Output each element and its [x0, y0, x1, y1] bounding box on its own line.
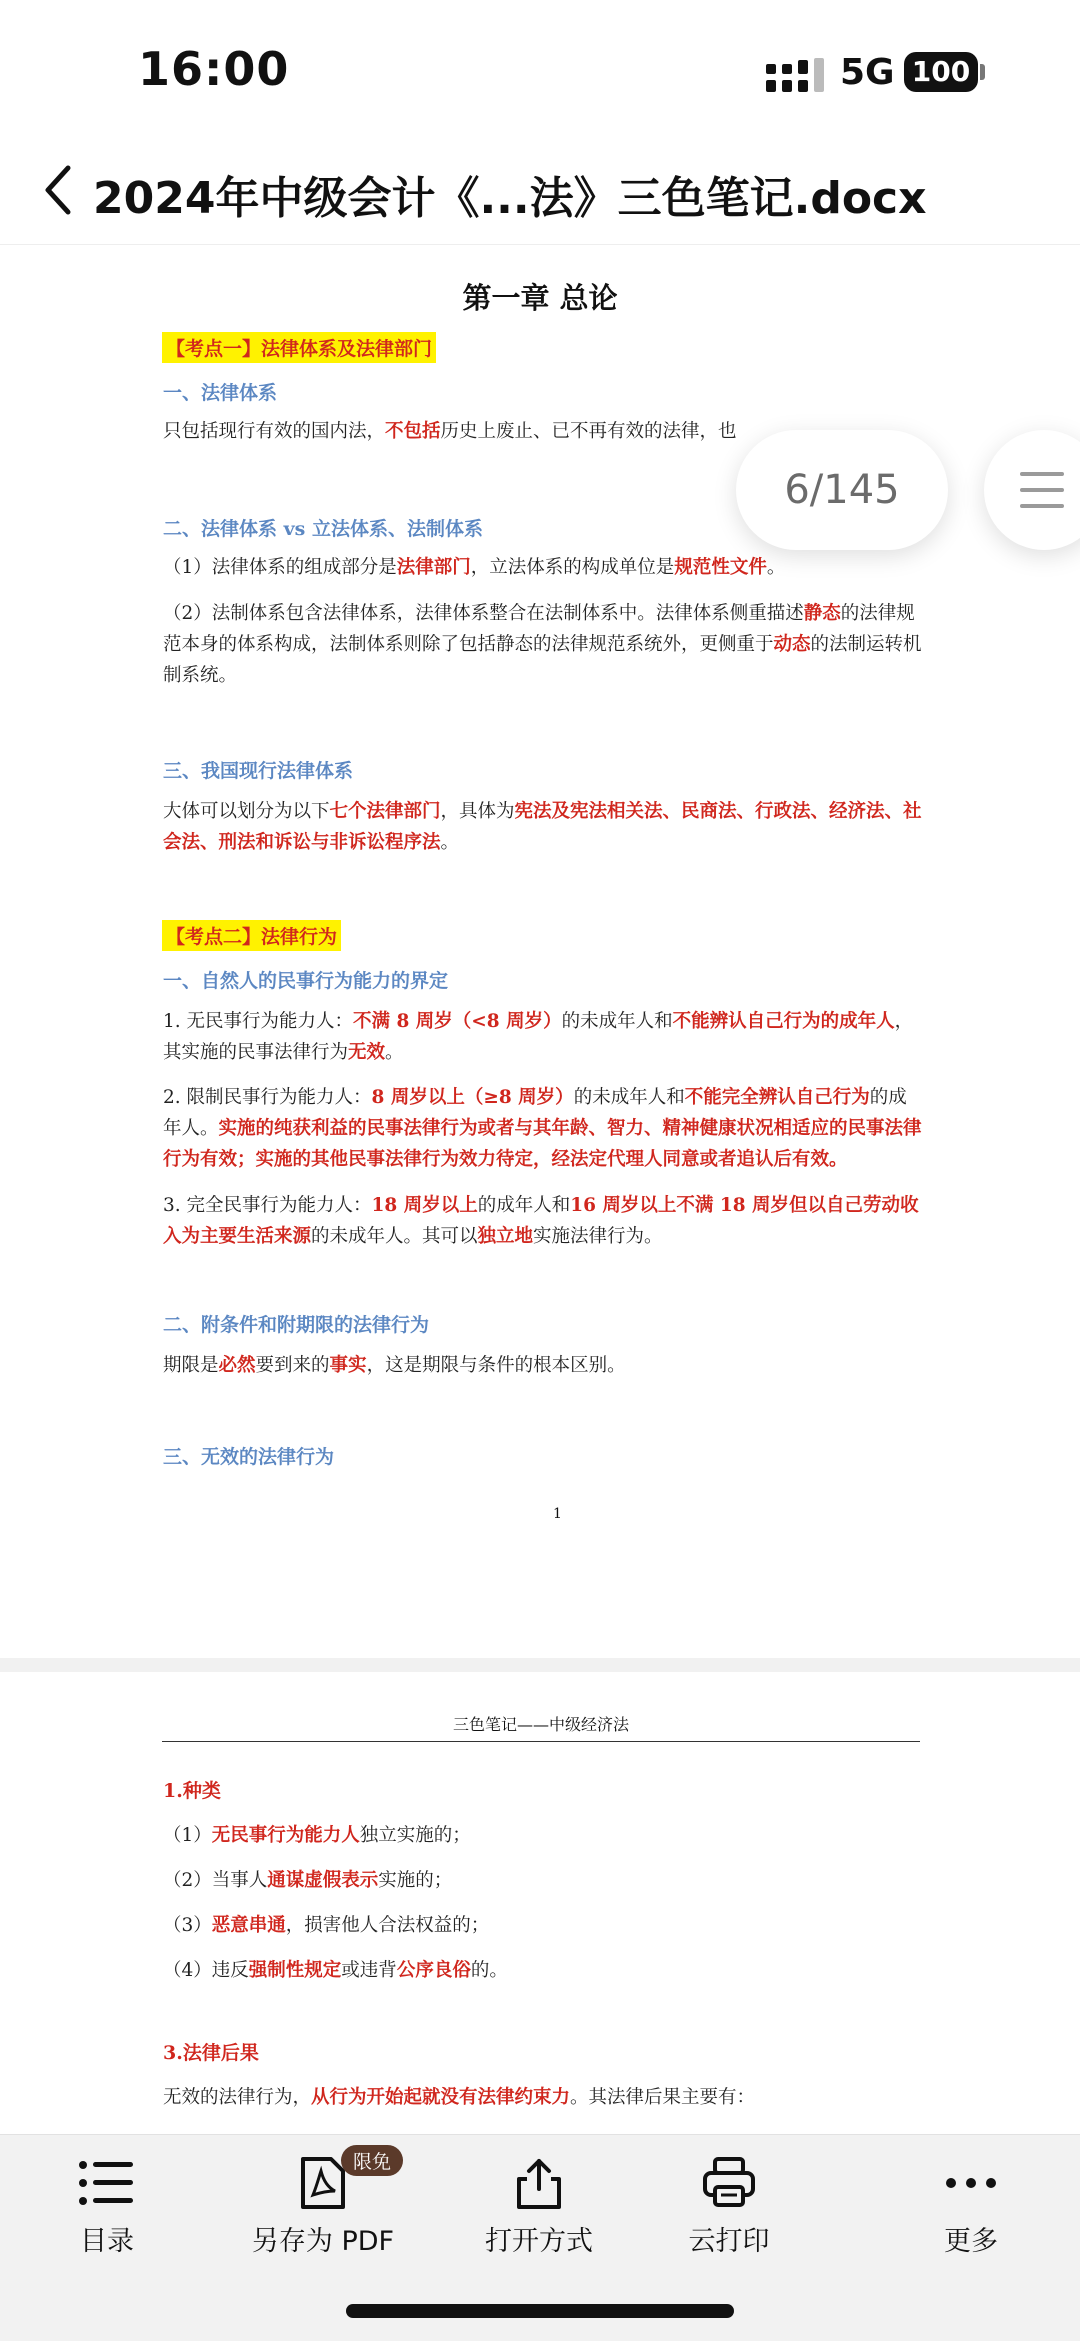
more-button[interactable]: [871, 2155, 1071, 2295]
keypoint-1: 【考点一】法律体系及法律部门: [162, 332, 436, 363]
paragraph: 大体可以划分为以下七个法律部门，具体为宪法及宪法相关法、民商法、行政法、经济法、社会法、刑法和诉讼与非诉讼程序法。: [163, 801, 922, 853]
toc-label: 目录: [80, 2226, 134, 2257]
free-badge: 限免: [341, 2145, 403, 2176]
section-heading: 一、法律体系: [163, 382, 278, 404]
cloud-print-label: 云打印: [688, 2226, 770, 2257]
paragraph: 2. 限制民事行为能力人：8 周岁以上（≥8 周岁）的未成年人和不能完全辨认自己行为的成年人。实施的纯获利益的民事法律行为或者与其年龄、智力、精神健康状况相适应的民事法律行为有效；实施的其他民事法律行为效力待定，经法定代理人同意或者追认后有效。: [163, 1087, 922, 1170]
document-title: 2024年中级会计《...法》三色笔记.docx: [93, 173, 927, 224]
toc-button[interactable]: [7, 2155, 207, 2295]
page-separator: [0, 1658, 1080, 1672]
status-time: 16:00: [138, 42, 290, 96]
save-as-pdf-label: 另存为 PDF: [251, 2226, 395, 2257]
keypoint-2: 【考点二】法律行为: [162, 920, 341, 951]
cloud-print-button[interactable]: [629, 2155, 829, 2295]
paragraph: （1）法律体系的组成部分是法律部门，立法体系的构成单位是规范性文件。: [163, 557, 786, 578]
paragraph: 3. 完全民事行为能力人：18 周岁以上的成年人和16 周岁以上不满 18 周岁但以自己劳动收入为主要生活来源的未成年人。其可以独立地实施法律行为。: [163, 1195, 919, 1247]
battery-icon: 100: [904, 52, 978, 92]
paragraph: 只包括现行有效的国内法，不包括历史上废止、已不再有效的法律，也: [163, 421, 737, 442]
list-icon: [77, 2155, 137, 2211]
document-page-2: [0, 1672, 1080, 2134]
list-item: （3）恶意串通，损害他人合法权益的；: [163, 1915, 490, 1936]
hamburger-icon: [1020, 472, 1068, 508]
battery-cap: [980, 64, 985, 80]
subheading: 1.种类: [163, 1780, 221, 1802]
back-icon[interactable]: [40, 162, 76, 218]
paragraph: 无效的法律行为，从行为开始起就没有法律约束力。其法律后果主要有：: [163, 2087, 756, 2108]
home-indicator[interactable]: [346, 2304, 734, 2318]
list-item: （1）无民事行为能力人独立实施的；: [163, 1825, 471, 1846]
section-heading: 二、附条件和附期限的法律行为: [163, 1314, 430, 1336]
printer-icon: [699, 2155, 759, 2211]
paragraph: 期限是必然要到来的事实，这是期限与条件的根本区别。: [163, 1355, 626, 1376]
section-heading: 一、自然人的民事行为能力的界定: [163, 970, 449, 992]
open-with-button[interactable]: [439, 2155, 639, 2295]
paragraph: 1. 无民事行为能力人：不满 8 周岁（<8 周岁）的未成年人和不能辨认自己行为的成年人，其实施的民事法律行为无效。: [163, 1011, 914, 1063]
more-label: 更多: [944, 2226, 998, 2257]
status-bar: [0, 0, 1080, 140]
nav-header: [0, 140, 1080, 245]
signal-icon: [766, 58, 826, 92]
open-with-label: 打开方式: [485, 2226, 593, 2257]
section-heading: 三、我国现行法律体系: [163, 760, 354, 782]
subheading: 3.法律后果: [163, 2042, 259, 2064]
list-item: （4）违反强制性规定或违背公序良俗的。: [163, 1960, 508, 1981]
section-heading: 三、无效的法律行为: [163, 1446, 335, 1468]
save-as-pdf-button[interactable]: [223, 2151, 423, 2295]
chapter-title: 第一章 总论: [462, 281, 618, 315]
paragraph: （2）法制体系包含法律体系，法律体系整合在法制体系中。法律体系侧重描述静态的法律规范本身的体系构成，法制体系则除了包括静态的法律规范系统外，更侧重于动态的法制运转机制系统。: [163, 603, 922, 686]
more-icon: [941, 2155, 1001, 2211]
list-item: （2）当事人通谋虚假表示实施的；: [163, 1870, 453, 1891]
page-indicator[interactable]: 6/145: [736, 430, 948, 550]
network-label: 5G: [840, 52, 895, 93]
share-icon: [509, 2155, 569, 2211]
running-header: 三色笔记——中级经济法: [162, 1712, 920, 1742]
section-heading: 二、法律体系 vs 立法体系、法制体系: [163, 518, 483, 540]
page-number: 1: [553, 1506, 562, 1522]
